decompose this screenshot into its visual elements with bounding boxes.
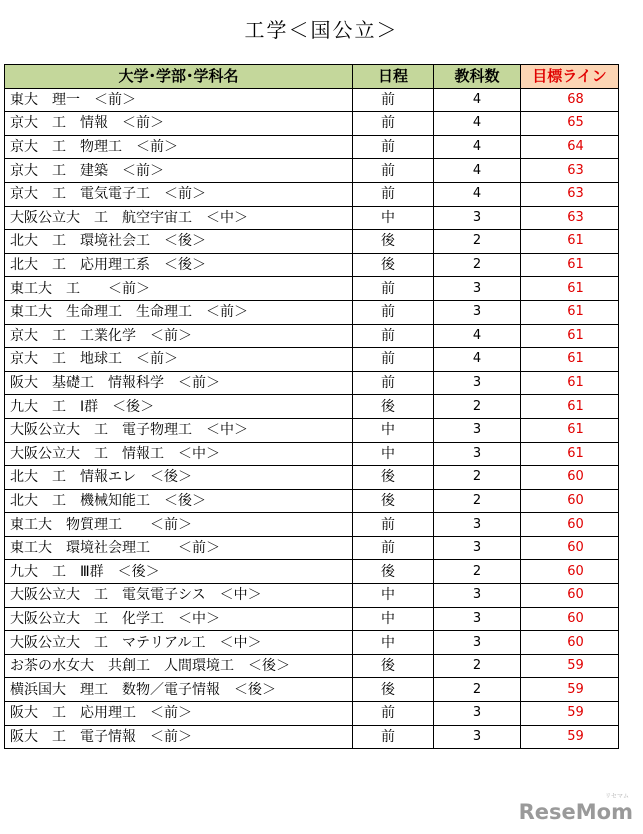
cell-university: 京大 工 物理工 ＜前＞ bbox=[5, 135, 353, 159]
table-row bbox=[5, 135, 619, 159]
cell-target-line: 60 bbox=[521, 466, 619, 490]
table-row bbox=[5, 348, 619, 372]
cell-subject-count: 3 bbox=[434, 725, 521, 749]
cell-university: 東工大 物質理工 ＜前＞ bbox=[5, 513, 353, 537]
table-row bbox=[5, 371, 619, 395]
cell-schedule: 後 bbox=[353, 230, 434, 254]
cell-schedule: 中 bbox=[353, 206, 434, 230]
table-row bbox=[5, 206, 619, 230]
cell-target-line: 64 bbox=[521, 135, 619, 159]
table-row bbox=[5, 253, 619, 277]
cell-subject-count: 3 bbox=[434, 418, 521, 442]
cell-subject-count: 3 bbox=[434, 513, 521, 537]
table-row bbox=[5, 513, 619, 537]
cell-schedule: 前 bbox=[353, 371, 434, 395]
cell-subject-count: 2 bbox=[434, 654, 521, 678]
cell-university: 九大 工 Ⅰ群 ＜後＞ bbox=[5, 395, 353, 419]
table-row bbox=[5, 112, 619, 136]
cell-subject-count: 2 bbox=[434, 466, 521, 490]
cell-subject-count: 3 bbox=[434, 371, 521, 395]
cell-target-line: 63 bbox=[521, 159, 619, 183]
cell-university: 大阪公立大 工 化学工 ＜中＞ bbox=[5, 607, 353, 631]
header-schedule: 日程 bbox=[353, 65, 434, 89]
cell-target-line: 61 bbox=[521, 230, 619, 254]
cell-target-line: 60 bbox=[521, 584, 619, 608]
cell-subject-count: 2 bbox=[434, 560, 521, 584]
cell-university: 大阪公立大 工 航空宇宙工 ＜中＞ bbox=[5, 206, 353, 230]
table-row bbox=[5, 536, 619, 560]
cell-target-line: 60 bbox=[521, 536, 619, 560]
cell-target-line: 60 bbox=[521, 489, 619, 513]
table-row bbox=[5, 631, 619, 655]
cell-subject-count: 3 bbox=[434, 442, 521, 466]
cell-schedule: 前 bbox=[353, 300, 434, 324]
cell-schedule: 前 bbox=[353, 112, 434, 136]
table-row bbox=[5, 418, 619, 442]
cell-target-line: 60 bbox=[521, 607, 619, 631]
cell-target-line: 60 bbox=[521, 631, 619, 655]
cell-target-line: 59 bbox=[521, 654, 619, 678]
cell-schedule: 中 bbox=[353, 418, 434, 442]
table-row bbox=[5, 725, 619, 749]
table-row bbox=[5, 442, 619, 466]
resemom-logo: ReseMom bbox=[518, 800, 633, 824]
cell-target-line: 59 bbox=[521, 678, 619, 702]
cell-subject-count: 3 bbox=[434, 607, 521, 631]
cell-target-line: 60 bbox=[521, 513, 619, 537]
cell-subject-count: 3 bbox=[434, 206, 521, 230]
cell-target-line: 63 bbox=[521, 206, 619, 230]
cell-subject-count: 2 bbox=[434, 395, 521, 419]
cell-university: 北大 工 情報エレ ＜後＞ bbox=[5, 466, 353, 490]
cell-university: 東大 理一 ＜前＞ bbox=[5, 88, 353, 112]
cell-university: 大阪公立大 工 情報工 ＜中＞ bbox=[5, 442, 353, 466]
cell-subject-count: 2 bbox=[434, 489, 521, 513]
table-row bbox=[5, 654, 619, 678]
cell-schedule: 前 bbox=[353, 725, 434, 749]
cell-university: 東工大 環境社会理工 ＜前＞ bbox=[5, 536, 353, 560]
cell-schedule: 前 bbox=[353, 513, 434, 537]
cell-schedule: 後 bbox=[353, 678, 434, 702]
cell-university: 北大 工 機械知能工 ＜後＞ bbox=[5, 489, 353, 513]
cell-schedule: 中 bbox=[353, 442, 434, 466]
table-row bbox=[5, 182, 619, 206]
table-row bbox=[5, 702, 619, 726]
cell-subject-count: 3 bbox=[434, 277, 521, 301]
cell-subject-count: 4 bbox=[434, 112, 521, 136]
cell-target-line: 61 bbox=[521, 300, 619, 324]
cell-university: 阪大 工 応用理工 ＜前＞ bbox=[5, 702, 353, 726]
cell-target-line: 59 bbox=[521, 725, 619, 749]
cell-schedule: 前 bbox=[353, 182, 434, 206]
cell-target-line: 61 bbox=[521, 348, 619, 372]
cell-subject-count: 3 bbox=[434, 702, 521, 726]
cell-schedule: 後 bbox=[353, 253, 434, 277]
cell-target-line: 61 bbox=[521, 277, 619, 301]
cell-target-line: 61 bbox=[521, 324, 619, 348]
cell-university: 北大 工 応用理工系 ＜後＞ bbox=[5, 253, 353, 277]
table-row bbox=[5, 300, 619, 324]
cell-university: お茶の水女大 共創工 人間環境工 ＜後＞ bbox=[5, 654, 353, 678]
cell-university: 京大 工 電気電子工 ＜前＞ bbox=[5, 182, 353, 206]
cell-subject-count: 2 bbox=[434, 678, 521, 702]
cell-subject-count: 4 bbox=[434, 324, 521, 348]
table-row bbox=[5, 607, 619, 631]
table-row bbox=[5, 395, 619, 419]
table-row bbox=[5, 159, 619, 183]
table-row bbox=[5, 88, 619, 112]
cell-target-line: 60 bbox=[521, 560, 619, 584]
cell-subject-count: 4 bbox=[434, 159, 521, 183]
cell-target-line: 61 bbox=[521, 395, 619, 419]
logo-subtext: リセマム bbox=[605, 793, 629, 800]
table-row bbox=[5, 584, 619, 608]
cell-schedule: 後 bbox=[353, 654, 434, 678]
cell-schedule: 後 bbox=[353, 489, 434, 513]
cell-schedule: 前 bbox=[353, 159, 434, 183]
table-row bbox=[5, 489, 619, 513]
cell-subject-count: 4 bbox=[434, 88, 521, 112]
cell-schedule: 前 bbox=[353, 536, 434, 560]
cell-schedule: 前 bbox=[353, 135, 434, 159]
cell-schedule: 中 bbox=[353, 631, 434, 655]
cell-university: 横浜国大 理工 数物／電子情報 ＜後＞ bbox=[5, 678, 353, 702]
cell-subject-count: 3 bbox=[434, 300, 521, 324]
header-subject-count: 教科数 bbox=[434, 65, 521, 89]
cell-target-line: 61 bbox=[521, 442, 619, 466]
cell-university: 京大 工 工業化学 ＜前＞ bbox=[5, 324, 353, 348]
cell-subject-count: 4 bbox=[434, 182, 521, 206]
cell-subject-count: 4 bbox=[434, 135, 521, 159]
cell-university: 大阪公立大 工 電子物理工 ＜中＞ bbox=[5, 418, 353, 442]
header-target-line: 目標ライン bbox=[521, 65, 619, 89]
table-row bbox=[5, 230, 619, 254]
table-row bbox=[5, 678, 619, 702]
cell-university: 阪大 基礎工 情報科学 ＜前＞ bbox=[5, 371, 353, 395]
cell-university: 京大 工 建築 ＜前＞ bbox=[5, 159, 353, 183]
cell-target-line: 63 bbox=[521, 182, 619, 206]
cell-schedule: 後 bbox=[353, 560, 434, 584]
table-row bbox=[5, 277, 619, 301]
table-row bbox=[5, 466, 619, 490]
table-row bbox=[5, 324, 619, 348]
cell-university: 東工大 生命理工 生命理工 ＜前＞ bbox=[5, 300, 353, 324]
cell-university: 京大 工 情報 ＜前＞ bbox=[5, 112, 353, 136]
cell-target-line: 59 bbox=[521, 702, 619, 726]
cell-university: 東工大 工 ＜前＞ bbox=[5, 277, 353, 301]
cell-university: 大阪公立大 工 マテリアル工 ＜中＞ bbox=[5, 631, 353, 655]
cell-university: 大阪公立大 工 電気電子シス ＜中＞ bbox=[5, 584, 353, 608]
header-university: 大学･学部･学科名 bbox=[5, 65, 353, 89]
cell-subject-count: 3 bbox=[434, 536, 521, 560]
cell-subject-count: 3 bbox=[434, 584, 521, 608]
cell-schedule: 中 bbox=[353, 607, 434, 631]
cell-target-line: 61 bbox=[521, 418, 619, 442]
table-row bbox=[5, 560, 619, 584]
cell-target-line: 65 bbox=[521, 112, 619, 136]
cell-schedule: 前 bbox=[353, 702, 434, 726]
cell-schedule: 前 bbox=[353, 348, 434, 372]
cell-schedule: 後 bbox=[353, 466, 434, 490]
cell-subject-count: 3 bbox=[434, 631, 521, 655]
cell-schedule: 後 bbox=[353, 395, 434, 419]
cell-university: 阪大 工 電子情報 ＜前＞ bbox=[5, 725, 353, 749]
target-line-table bbox=[4, 64, 619, 749]
cell-university: 京大 工 地球工 ＜前＞ bbox=[5, 348, 353, 372]
cell-schedule: 前 bbox=[353, 88, 434, 112]
cell-subject-count: 4 bbox=[434, 348, 521, 372]
cell-target-line: 68 bbox=[521, 88, 619, 112]
cell-target-line: 61 bbox=[521, 371, 619, 395]
table-header-row bbox=[5, 65, 619, 89]
cell-subject-count: 2 bbox=[434, 253, 521, 277]
cell-schedule: 中 bbox=[353, 584, 434, 608]
cell-university: 北大 工 環境社会工 ＜後＞ bbox=[5, 230, 353, 254]
page-title: 工学＜国公立＞ bbox=[244, 18, 399, 42]
cell-schedule: 前 bbox=[353, 324, 434, 348]
cell-schedule: 前 bbox=[353, 277, 434, 301]
cell-university: 九大 工 Ⅲ群 ＜後＞ bbox=[5, 560, 353, 584]
cell-subject-count: 2 bbox=[434, 230, 521, 254]
cell-target-line: 61 bbox=[521, 253, 619, 277]
